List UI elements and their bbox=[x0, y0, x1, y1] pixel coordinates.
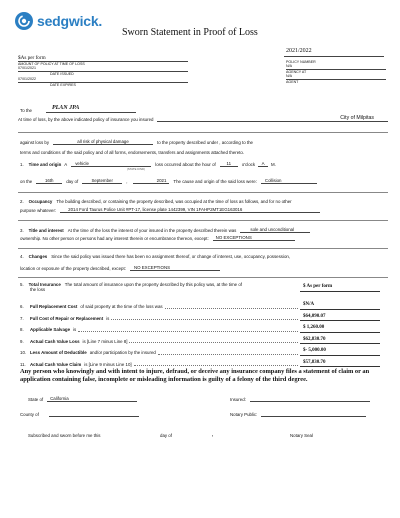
state-value: California bbox=[47, 396, 137, 402]
section-1-oclock: o'clock bbox=[241, 162, 256, 167]
section-5 bbox=[20, 282, 282, 293]
sedgwick-logo bbox=[15, 12, 102, 30]
item-row-8 bbox=[20, 321, 380, 333]
section-4-line2-text: location or exposure of the property described, except: bbox=[20, 266, 126, 271]
dot-leader bbox=[111, 319, 298, 320]
item-value: $62,830.70 bbox=[300, 337, 380, 345]
dot-leader bbox=[78, 331, 298, 332]
on-the-label: on the bbox=[20, 179, 33, 184]
loss-month: September bbox=[82, 178, 122, 184]
item-label-bold: Less Amount of Deductible bbox=[30, 350, 87, 356]
section-1-ampm: A bbox=[258, 161, 268, 167]
loss-by-post: to the property described under , according to the bbox=[157, 140, 253, 145]
section-3-line2-text: ownership. No other person or persons had any interest therein or encumbrance thereon, except: bbox=[20, 236, 209, 241]
section-5-text: The total amount of insurance upon the property described by this policy was, at the time of bbox=[64, 282, 242, 287]
issued-date: 07/01/2021 bbox=[18, 66, 188, 72]
section-2-title: Occupancy bbox=[28, 199, 53, 204]
section-4-text: Since the said policy was issued there has been no assignment thereof, or change of interest, use, occupancy, possession, bbox=[51, 254, 291, 259]
insured-sign-field bbox=[250, 396, 370, 402]
section-1-article: A bbox=[64, 162, 68, 167]
notary-seal-label: Notary Seal bbox=[290, 433, 313, 438]
item-label-bold: Actual Cash Value Claim bbox=[30, 361, 82, 367]
notary-line bbox=[230, 411, 366, 417]
item-value: $64,090.07 bbox=[300, 314, 380, 322]
sworn-comma: , bbox=[212, 432, 214, 437]
brand-name: sedgwick. bbox=[37, 12, 103, 29]
section-2-num: 2. bbox=[20, 199, 24, 204]
dot-leader bbox=[129, 342, 298, 343]
amount-label: AMOUNT OF POLICY AT TIME OF LOSS bbox=[18, 62, 85, 66]
item-value: $57,830.70 bbox=[300, 360, 380, 368]
agency-value: N/A bbox=[286, 74, 386, 80]
amount-block bbox=[18, 55, 188, 87]
section-3-title: Title and interest bbox=[28, 228, 64, 233]
policy-block bbox=[286, 60, 386, 84]
divider bbox=[18, 192, 388, 193]
section-1-hour: 11 bbox=[220, 161, 238, 167]
to-label: To the bbox=[20, 107, 32, 113]
section-5-title: Total Insurance bbox=[28, 282, 61, 287]
item-label: and/or participation by the insured bbox=[89, 350, 156, 356]
issued-label: DATE ISSUED bbox=[50, 72, 74, 77]
item-label: is [Line 9 minus Line 10] bbox=[84, 361, 132, 367]
item-num: 10. bbox=[20, 350, 27, 356]
loss-day: 16th bbox=[36, 178, 62, 184]
section-1-title: Time and origin bbox=[28, 162, 62, 167]
policy-number: N/A bbox=[286, 64, 386, 70]
section-3-line1 bbox=[20, 227, 310, 233]
section-5-num: 5. bbox=[20, 282, 24, 287]
title-except-value: NO EXCEPTIONS bbox=[213, 235, 295, 241]
insured-line bbox=[18, 115, 388, 122]
amount-value: $As per form bbox=[18, 55, 188, 62]
divider bbox=[18, 248, 388, 249]
county-field bbox=[49, 411, 139, 417]
item-num: 6. bbox=[20, 304, 24, 310]
notary-field bbox=[261, 411, 366, 417]
item-label: is [Line 7 minus Line 8] bbox=[82, 338, 128, 344]
item-label-bold: Applicable Salvage bbox=[30, 327, 71, 333]
section-4-num: 4. bbox=[20, 254, 24, 259]
item-value: $- 5,000.00 bbox=[300, 348, 380, 356]
insured-sign-label: Insured: bbox=[230, 396, 246, 402]
item-label: is bbox=[73, 327, 77, 333]
item-value: $N/A bbox=[300, 302, 380, 310]
to-line bbox=[20, 105, 136, 113]
occupancy-value: 2014 Ford Taurus Police Unit #PT-17, license plate 1442399, VIN 1FAHP2MT1EG163016 bbox=[60, 207, 320, 213]
sworn-day-of: day of bbox=[160, 433, 172, 438]
title-interest-value: sole and unconditional bbox=[240, 227, 310, 233]
state-line bbox=[28, 396, 137, 402]
item-num: 11. bbox=[20, 361, 26, 367]
total-insurance-value: $ As per form bbox=[300, 284, 380, 292]
section-1-mid: loss occurred about the hour of bbox=[155, 162, 216, 167]
day-of-label: day of bbox=[66, 179, 79, 184]
section-1-line1 bbox=[20, 161, 276, 167]
item-label-bold: Full Replacement Cost bbox=[30, 304, 78, 310]
cause-value: Collision bbox=[261, 178, 317, 184]
section-2-line2 bbox=[20, 207, 320, 213]
section-1-m: M. bbox=[271, 162, 276, 167]
section-3-text: At the time of the loss the interest of your insured in the property described therein was bbox=[67, 228, 237, 233]
item-num: 9. bbox=[20, 338, 24, 344]
agent-label: AGENT bbox=[286, 79, 299, 84]
dot-leader bbox=[165, 308, 298, 309]
dot-leader bbox=[158, 354, 298, 355]
divider bbox=[18, 220, 388, 221]
policy-year: 2021/2022 bbox=[286, 48, 312, 54]
item-row-9 bbox=[20, 333, 380, 345]
insured-text: At time of loss, by the above indicated policy of insurance you insured bbox=[18, 116, 154, 122]
loss-year: 2021 bbox=[133, 178, 169, 184]
loss-by-value: all risk of physical damage bbox=[53, 139, 153, 145]
item-label: is bbox=[106, 315, 110, 321]
loss-by-line bbox=[20, 139, 253, 145]
cause-label: The cause and origin of the said loss were: bbox=[173, 179, 257, 184]
divider bbox=[18, 277, 388, 278]
section-4-line2 bbox=[20, 265, 220, 271]
amount-items bbox=[20, 298, 380, 367]
item-label: of said property at the time of the loss was bbox=[80, 304, 163, 310]
notary-label: Notary Public: bbox=[230, 411, 258, 417]
section-1-line2: on the 16th day of September , 2021 The cause and origin of the said loss were: Collision bbox=[20, 178, 317, 184]
sworn-text: Subscribed and sworn before me this bbox=[28, 433, 101, 438]
changes-value: NO EXCEPTIONS bbox=[130, 265, 220, 271]
section-3-num: 3. bbox=[20, 228, 24, 233]
policy-year-line bbox=[284, 56, 384, 57]
expires-label: DATE EXPIRES bbox=[50, 82, 76, 87]
item-num: 8. bbox=[20, 327, 24, 333]
logo-swirl-icon bbox=[15, 12, 33, 30]
document-title: Sworn Statement in Proof of Loss bbox=[122, 27, 258, 38]
dot-leader bbox=[134, 365, 298, 366]
policy-number-label: POLICY NUMBER bbox=[286, 60, 316, 64]
to-value: PLAN JPA bbox=[46, 105, 136, 113]
section-5-line2: the loss bbox=[30, 287, 46, 293]
section-3-line2 bbox=[20, 235, 295, 241]
section-1-num: 1. bbox=[20, 162, 24, 167]
divider bbox=[18, 132, 388, 133]
item-row-10 bbox=[20, 344, 380, 356]
county-label: County of bbox=[20, 411, 39, 417]
section-4-title: Changes bbox=[28, 254, 48, 259]
state-label: State of bbox=[28, 397, 44, 402]
state-kind-stamp: (STATE KIND) bbox=[127, 167, 145, 171]
item-row-11 bbox=[20, 356, 380, 368]
section-4-line1 bbox=[20, 254, 290, 259]
section-1-kind: vehicle bbox=[71, 161, 151, 167]
insured-sign-line bbox=[230, 396, 370, 402]
terms-line: terms and conditions of the said policy and of all forms, endorsements, transfers and assignments attached thereto. bbox=[20, 150, 245, 155]
insured-value: City of Milpitas bbox=[157, 115, 388, 122]
loss-by-pre: against loss by bbox=[20, 140, 50, 145]
section-2-line1 bbox=[20, 199, 292, 204]
item-value: $ 1,260.00 bbox=[300, 325, 380, 333]
section-2-text: The building described, or containing the property described, was occupied at the time of loss as follows, and for no other bbox=[56, 199, 292, 204]
fraud-warning: Any person who knowingly and with intent to injure, defraud, or deceive any insurance company files a statement of claim or an application containing false, incomplete or misleading information is guilty of a felony of the third degree. bbox=[20, 368, 370, 383]
item-num: 7. bbox=[20, 315, 24, 321]
item-row-7 bbox=[20, 310, 380, 322]
county-line bbox=[20, 411, 139, 417]
item-label-bold: Actual Cash Value Loss bbox=[30, 338, 80, 344]
agency-label: AGENCY AT bbox=[286, 69, 307, 74]
item-label-bold: Full Cost of Repair or Replacement bbox=[30, 315, 104, 321]
section-2-purpose: purpose whatever: bbox=[20, 208, 57, 213]
expires-date: 07/01/2022 bbox=[18, 77, 188, 83]
item-row-6 bbox=[20, 298, 380, 310]
